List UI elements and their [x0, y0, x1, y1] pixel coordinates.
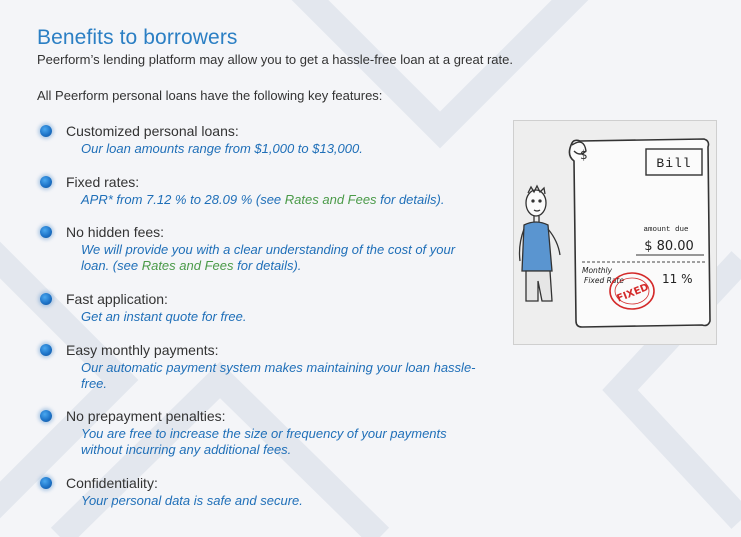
description-line: Our automatic payment system makes maintaining your loan hassle- [81, 360, 476, 375]
fixed-stamp-text: FIXED [615, 281, 651, 305]
feature-description [81, 360, 511, 392]
feature-description [81, 426, 511, 458]
description-line: Your personal data is safe and secure. [81, 493, 303, 508]
description-line: We will provide you with a clear understanding of the cost of your [81, 242, 456, 257]
bullet-icon [40, 477, 52, 489]
bullet-icon [40, 410, 52, 422]
description-text: loan. (see [81, 258, 142, 273]
bullet-icon [40, 344, 52, 356]
feature-title: Easy monthly payments: [66, 342, 219, 358]
description-line: You are free to increase the size or frequency of your payments [81, 426, 447, 441]
cartoon-person-icon [520, 186, 561, 301]
amount-due-label: amount due [643, 226, 689, 234]
feature-title: Fast application: [66, 291, 168, 307]
page-heading: Benefits to borrowers [37, 26, 238, 49]
page-subheading: Peerform’s lending platform may allow you to get a hassle-free loan at a great rate. [37, 52, 513, 67]
rates-and-fees-link[interactable]: Rates and Fees [141, 258, 234, 273]
description-line: free. [81, 376, 108, 391]
description-line [81, 258, 511, 274]
rate-label-monthly: Monthly [582, 266, 613, 275]
features-intro: All Peerform personal loans have the following key features: [37, 88, 383, 103]
feature-title: Confidentiality: [66, 475, 158, 491]
rate-label-fixed: Fixed Rate [584, 276, 624, 285]
feature-description [81, 493, 511, 509]
feature-title: Customized personal loans: [66, 123, 239, 139]
rate-value: 11 % [662, 272, 693, 286]
bullet-icon [40, 176, 52, 188]
dollar-logo-icon: $ [580, 148, 588, 162]
rates-and-fees-link[interactable]: Rates and Fees [284, 192, 377, 207]
description-line: Get an instant quote for free. [81, 309, 247, 324]
description-text: APR* from 7.12 % to 28.09 % (see [81, 192, 285, 207]
description-line: Our loan amounts range from $1,000 to $13,000. [81, 141, 363, 156]
bullet-icon [40, 125, 52, 137]
feature-description [81, 242, 511, 274]
bill-drawing [514, 121, 718, 346]
feature-description [81, 141, 511, 157]
feature-title: No prepayment penalties: [66, 408, 226, 424]
description-text: for details). [376, 192, 445, 207]
bill-illustration [513, 120, 717, 345]
amount-due-value: $ 80.00 [644, 239, 694, 254]
feature-description [81, 192, 511, 208]
description-line [81, 192, 511, 208]
description-line: without incurring any additional fees. [81, 442, 292, 457]
bullet-icon [40, 293, 52, 305]
bill-label: Bill [656, 156, 692, 171]
bullet-icon [40, 226, 52, 238]
description-text: for details). [233, 258, 302, 273]
feature-title: Fixed rates: [66, 174, 140, 190]
feature-title: No hidden fees: [66, 224, 165, 240]
feature-description [81, 309, 511, 325]
